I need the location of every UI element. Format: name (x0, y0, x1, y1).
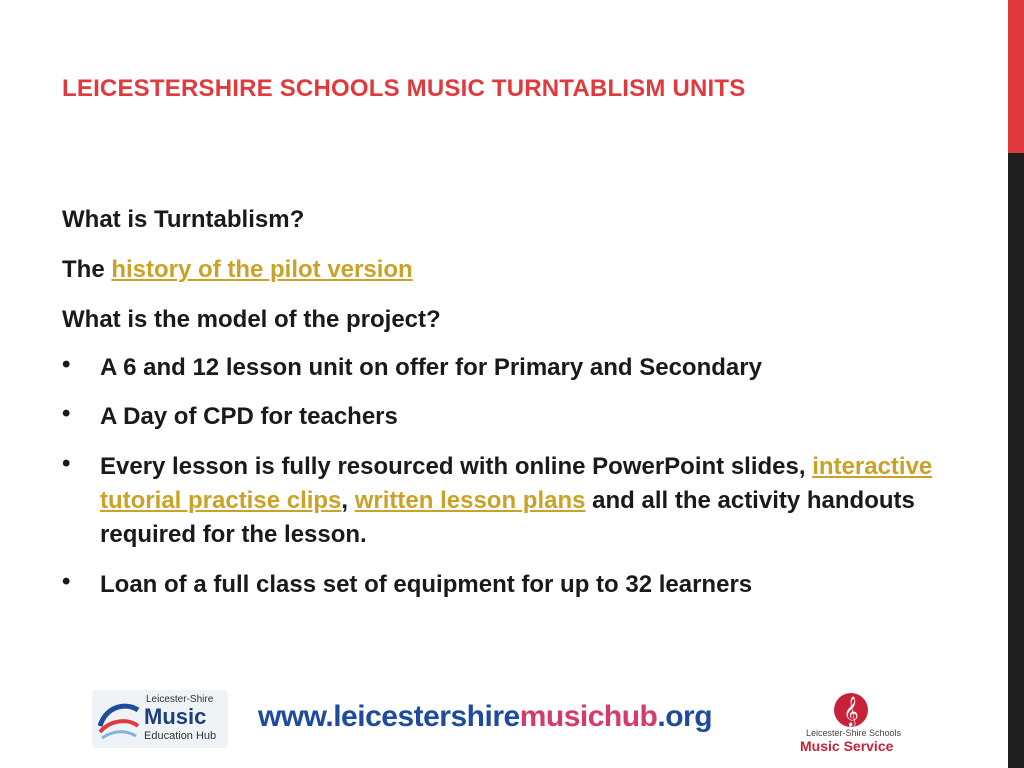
tutorial-clips-link[interactable]: interactive tutorial practise clips (100, 453, 933, 514)
question-what-is-turntablism: What is Turntablism? (62, 206, 305, 233)
bullet-item-resources (62, 450, 942, 560)
hub-logo-subtitle: Education Hub (144, 730, 217, 742)
bullet-item-equipment-loan (62, 568, 942, 604)
side-accent-bar-dark (1008, 153, 1024, 768)
website-url[interactable] (258, 700, 712, 734)
question-project-model: What is the model of the project? (62, 306, 441, 333)
bullet-dot: • (62, 351, 71, 378)
bullet-dot: • (62, 400, 71, 427)
pilot-history-line (62, 256, 413, 284)
url-part-tld: .org (657, 700, 713, 733)
hub-logo-title: Music (144, 704, 207, 729)
url-part-musichub: musichub (519, 700, 658, 733)
bullet-text: Loan of a full class set of equipment for up to 32 learners (100, 571, 753, 598)
pilot-history-prefix: The (62, 256, 112, 283)
footer-logos (0, 690, 1008, 760)
svg-text:𝄞: 𝄞 (843, 697, 859, 727)
lesson-plans-link[interactable]: written lesson plans (354, 487, 586, 514)
side-accent-bar-red (1008, 0, 1024, 153)
bullet-item-cpd-day (62, 400, 942, 436)
treble-clef-icon (832, 692, 870, 728)
slide-title: LEICESTERSHIRE SCHOOLS MUSIC TURNTABLISM UNITS (62, 75, 746, 102)
resources-separator: , (341, 487, 355, 514)
bullet-text: A Day of CPD for teachers (100, 403, 398, 430)
bullet-text: A 6 and 12 lesson unit on offer for Primary and Secondary (100, 354, 762, 381)
bullet-item-lesson-units (62, 351, 942, 387)
resources-text-end: and all the activity handouts required for the lesson. (100, 487, 915, 548)
resources-text-start: Every lesson is fully resourced with online PowerPoint slides, (100, 453, 813, 480)
music-swirl-icon (96, 696, 142, 742)
hub-logo-small-text: Leicester-Shire (146, 694, 214, 705)
bullet-dot: • (62, 568, 71, 595)
pilot-history-link[interactable]: history of the pilot version (111, 256, 413, 283)
music-service-logo (796, 690, 910, 754)
music-education-hub-logo (92, 690, 228, 748)
service-logo-small-text: Leicester-Shire Schools (806, 728, 902, 738)
url-part-domain: www.leicestershire (258, 700, 520, 733)
bullet-text (100, 450, 940, 552)
service-logo-title: Music Service (800, 738, 894, 754)
bullet-dot: • (62, 450, 71, 477)
